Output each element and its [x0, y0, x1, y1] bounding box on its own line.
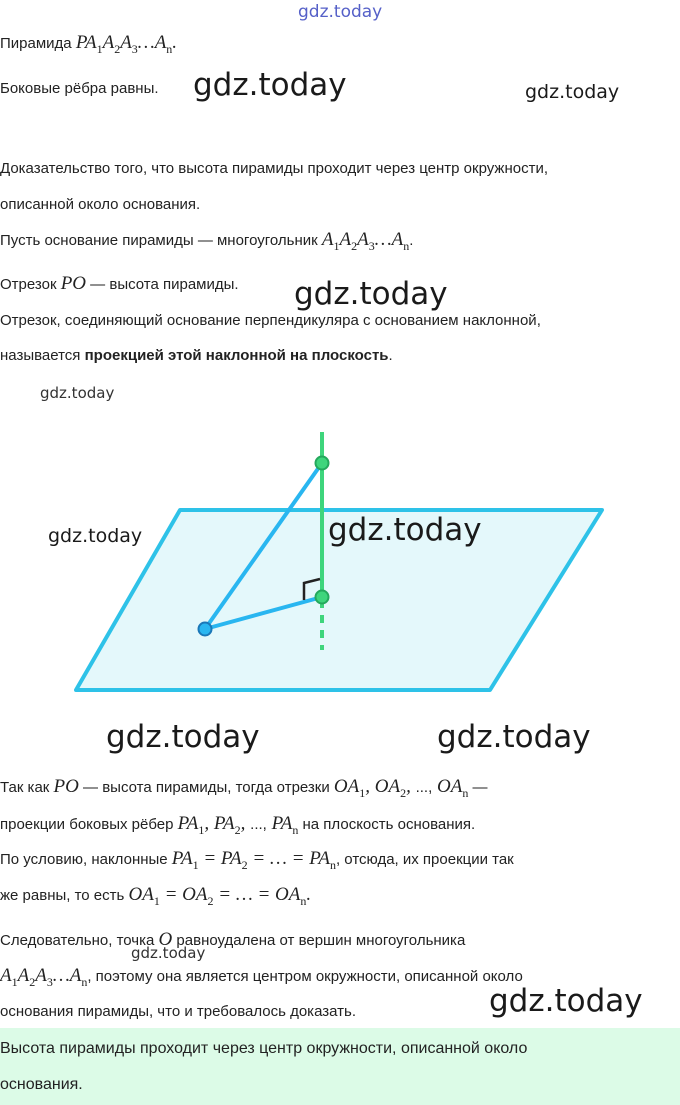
bold-term: проекцией этой наклонной на плоскость [84, 347, 389, 364]
math-polygon: $A_1A_2A_3\dots A_n$ [0, 965, 88, 989]
math-pyramid: $PA_1A_2A_3\dots A_n$. [75, 32, 178, 56]
text-since-po: Так как PO — высота пирамиды, тогда отрезки $OA_1$, $OA_2$, ..., $OA_n$ — [0, 776, 488, 800]
watermark: gdz.today [489, 983, 643, 1019]
watermark: gdz.today [525, 81, 620, 103]
text-fragment: — высота пирамиды. [86, 276, 239, 293]
math-projections-equal: $OA_1 = OA_2$ = … = $OA_n$. [128, 884, 312, 908]
point-a [199, 623, 212, 636]
conclusion-line-1: Высота пирамиды проходит через центр окружности, описанной около [0, 1040, 528, 1057]
text-fragment: же равны, то есть [0, 887, 129, 904]
math-edges: $PA_1$, $PA_2$, [177, 813, 251, 837]
math-fragment: PA [75, 32, 97, 53]
text-fragment: — высота пирамиды, тогда отрезки [78, 779, 334, 796]
math-o: O [158, 929, 173, 950]
text-fragment: на плоскость основания. [298, 816, 476, 833]
watermark: gdz.today [328, 512, 482, 548]
text-by-condition [0, 848, 514, 876]
watermark: gdz.today [131, 944, 206, 962]
conclusion-box [0, 1028, 680, 1105]
point-p [316, 457, 329, 470]
text-proof-heading-2: описанной около основания. [0, 196, 201, 213]
text-proof-heading: Доказательство того, что высота пирамиды проходит через центр окружности, [0, 160, 548, 177]
watermark-top: gdz.today [298, 2, 383, 22]
text-fragment: Так как [0, 779, 54, 796]
math-edges-equal: $PA_1 = PA_2$ = … = $PA_n$ [171, 848, 336, 872]
math-po: PO [53, 776, 79, 797]
text-fragment: Пусть основание пирамиды — многоугольник [0, 232, 322, 249]
watermark: gdz.today [40, 384, 115, 402]
text-therefore [0, 929, 465, 952]
text-base-polygon: Пусть основание пирамиды — многоугольник $A_1A_2A_3\dots A_n$. [0, 229, 414, 253]
text-projection-def: Отрезок, соединяющий основание перпендикуляра с основанием наклонной, [0, 312, 541, 329]
text-qed: основания пирамиды, что и требовалось доказать. [0, 1003, 356, 1020]
text-fragment: , отсюда, их проекции так [335, 851, 514, 868]
text-fragment: — [468, 779, 488, 796]
math-projections: $OA_1$, $OA_2$, [333, 776, 416, 800]
text-fragment: проекции боковых рёбер [0, 816, 178, 833]
text-fragment: Отрезок [0, 276, 61, 293]
point-o [316, 591, 329, 604]
conclusion-line-2: основания. [0, 1076, 83, 1093]
watermark: gdz.today [193, 67, 347, 103]
text-fragment: Пирамида [0, 35, 76, 52]
text-fragment: , поэтому она является центром окружности, описанной около [87, 968, 523, 985]
math-po: PO [60, 273, 87, 294]
watermark: gdz.today [437, 719, 591, 755]
text-fragment: Следовательно, точка [0, 932, 159, 949]
text-fragment: По условию, наклонные [0, 851, 172, 868]
text-fragment: . [388, 347, 393, 364]
text-fragment: называется [0, 347, 85, 364]
text-edges-equal: Боковые рёбра равны. [0, 80, 159, 97]
math-polygon: $A_1A_2A_3\dots A_n$ [321, 229, 410, 253]
text-fragment: равноудалена от вершин многоугольника [172, 932, 466, 949]
watermark: gdz.today [294, 276, 448, 312]
watermark: gdz.today [48, 525, 143, 547]
text-projections-equal [0, 884, 311, 912]
text-center-circle [0, 965, 523, 993]
text-projections-edges: проекции боковых рёбер $PA_1$, $PA_2$, ..., $PA_n$ на плоскость основания. [0, 813, 476, 837]
watermark: gdz.today [106, 719, 260, 755]
